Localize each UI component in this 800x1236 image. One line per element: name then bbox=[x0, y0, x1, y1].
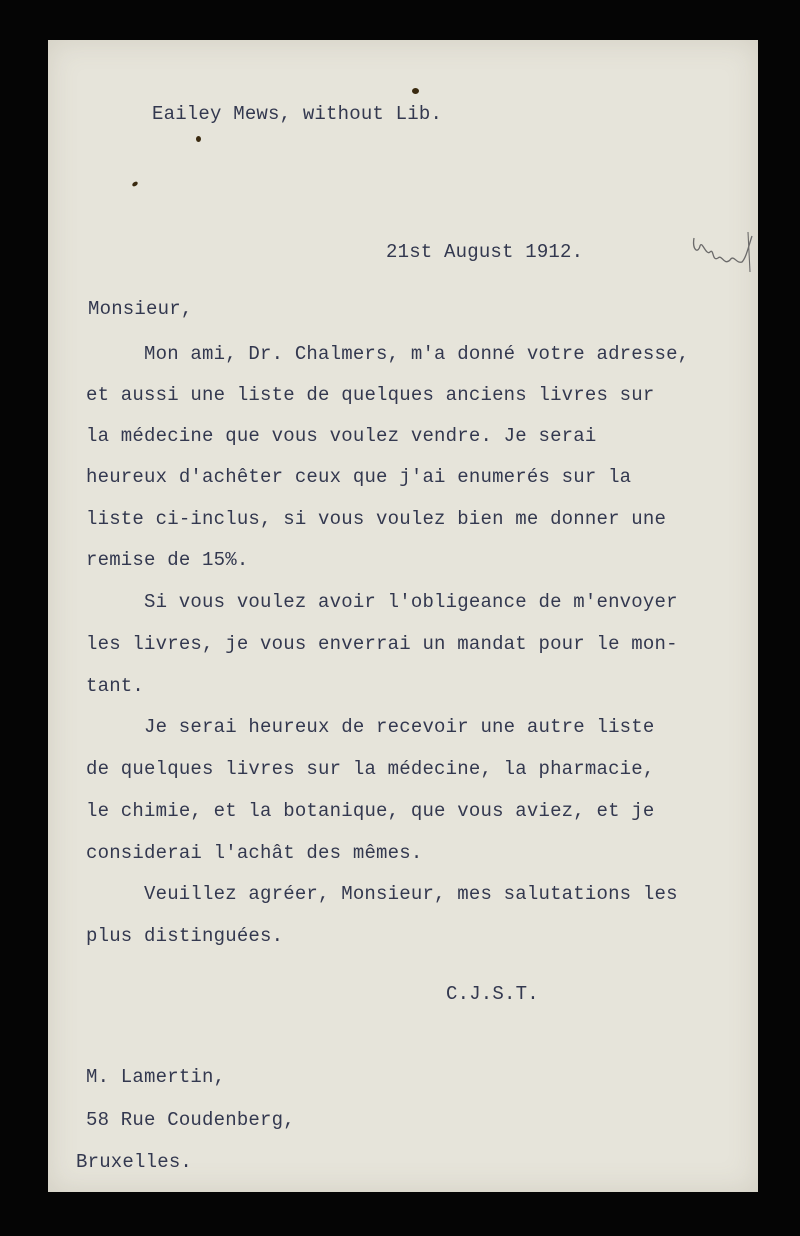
body-line: Si vous voulez avoir l'obligeance de m'envoyer bbox=[144, 591, 678, 613]
ink-spot-decoration bbox=[412, 88, 419, 94]
body-line: le chimie, et la botanique, que vous aviez, et je bbox=[86, 800, 655, 822]
body-line: Je serai heureux de recevoir une autre liste bbox=[144, 716, 655, 738]
salutation: Monsieur, bbox=[88, 298, 193, 320]
body-line: plus distinguées. bbox=[86, 925, 284, 947]
body-line: la médecine que vous voulez vendre. Je serai bbox=[86, 425, 597, 447]
body-line: Veuillez agréer, Monsieur, mes salutations les bbox=[144, 883, 678, 905]
sender-address: Eailey Mews, without Lib. bbox=[152, 103, 443, 125]
letter-page bbox=[48, 40, 758, 1192]
body-line: tant. bbox=[86, 675, 145, 697]
signature-initials: C.J.S.T. bbox=[446, 983, 539, 1005]
body-line: les livres, je vous enverrai un mandat pour le mon- bbox=[86, 633, 678, 655]
body-line: considerai l'achât des mêmes. bbox=[86, 842, 423, 864]
body-line: liste ci-inclus, si vous voulez bien me donner une bbox=[86, 508, 667, 530]
body-line: et aussi une liste de quelques anciens livres sur bbox=[86, 384, 655, 406]
body-line: remise de 15%. bbox=[86, 549, 249, 571]
body-line: heureux d'achêter ceux que j'ai enumerés sur la bbox=[86, 466, 632, 488]
recipient-street: 58 Rue Coudenberg, bbox=[86, 1109, 295, 1131]
body-line: Mon ami, Dr. Chalmers, m'a donné votre adresse, bbox=[144, 343, 690, 365]
recipient-city: Bruxelles. bbox=[76, 1151, 193, 1173]
ink-spot-decoration bbox=[131, 181, 138, 188]
recipient-name: M. Lamertin, bbox=[86, 1066, 226, 1088]
letter-date: 21st August 1912. bbox=[386, 241, 584, 263]
body-line: de quelques livres sur la médecine, la pharmacie, bbox=[86, 758, 655, 780]
handwritten-margin-note bbox=[688, 228, 758, 288]
ink-spot-decoration bbox=[196, 136, 201, 142]
